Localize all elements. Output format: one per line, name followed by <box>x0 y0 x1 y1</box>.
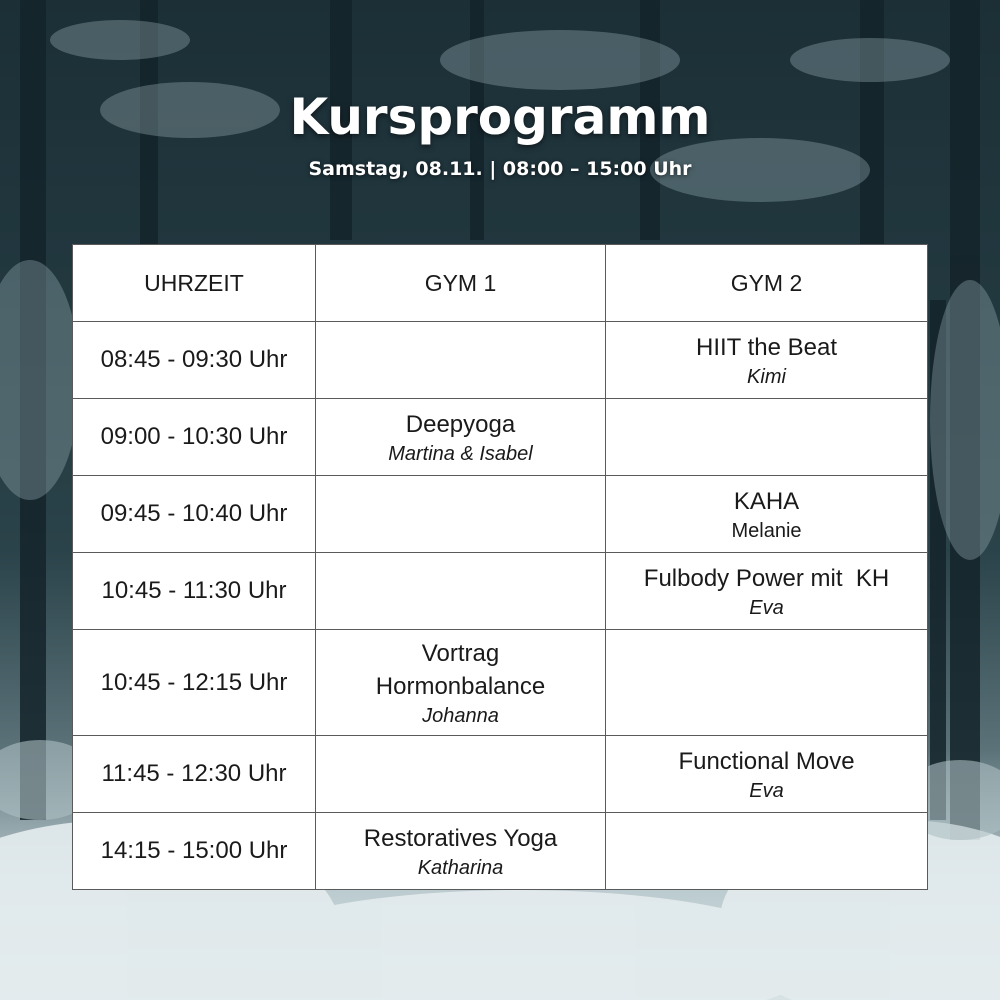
class-name: Vortrag Hormonbalance <box>375 639 546 700</box>
time-cell <box>73 399 316 476</box>
gym2-cell <box>606 813 928 890</box>
column-header-gym2: GYM 2 <box>606 245 928 322</box>
table-row <box>73 736 928 813</box>
trainer-name: Kimi <box>747 365 786 388</box>
trainer-name: Katharina <box>417 856 504 879</box>
table-row <box>73 553 928 630</box>
trainer-name: Eva <box>749 779 784 802</box>
gym1-cell <box>316 813 606 890</box>
time-label: 09:45 - 10:40 Uhr <box>100 500 288 527</box>
time-label: 09:00 - 10:30 Uhr <box>100 423 288 450</box>
gym2-cell <box>606 736 928 813</box>
time-cell <box>73 476 316 553</box>
time-cell <box>73 813 316 890</box>
time-cell <box>73 553 316 630</box>
table-row <box>73 399 928 476</box>
time-cell <box>73 736 316 813</box>
gym2-cell <box>606 399 928 476</box>
gym2-cell <box>606 476 928 553</box>
class-name: KAHA <box>733 487 800 515</box>
table-row <box>73 476 928 553</box>
table-row <box>73 630 928 736</box>
class-name: Fulbody Power mit KH <box>643 564 890 592</box>
table-row <box>73 813 928 890</box>
column-header-gym1: GYM 1 <box>316 245 606 322</box>
trainer-name: Melanie <box>731 519 802 542</box>
time-label: 10:45 - 11:30 Uhr <box>101 577 287 604</box>
trainer-name: Eva <box>749 596 784 619</box>
time-cell <box>73 630 316 736</box>
trainer-name: Johanna <box>422 704 499 727</box>
time-label: 08:45 - 09:30 Uhr <box>100 346 288 373</box>
class-name: Restoratives Yoga <box>363 824 558 852</box>
class-name: Functional Move <box>678 747 855 775</box>
class-name: HIIT the Beat <box>696 333 837 361</box>
gym1-cell <box>316 736 606 813</box>
gym2-cell <box>606 553 928 630</box>
gym1-cell <box>316 399 606 476</box>
class-name: Deepyoga <box>405 410 516 438</box>
gym2-cell <box>606 322 928 399</box>
gym1-cell <box>316 553 606 630</box>
gym2-cell <box>606 630 928 736</box>
page-subtitle: Samstag, 08.11. | 08:00 – 15:00 Uhr <box>308 158 692 180</box>
trainer-name: Martina & Isabel <box>388 442 533 465</box>
gym1-cell <box>316 476 606 553</box>
time-cell <box>73 322 316 399</box>
gym1-cell <box>316 322 606 399</box>
page-title: Kursprogramm <box>289 88 711 146</box>
time-label: 10:45 - 12:15 Uhr <box>100 668 288 696</box>
table-header-row <box>73 245 928 322</box>
schedule-table <box>72 244 928 890</box>
table-row <box>73 322 928 399</box>
gym1-cell <box>316 630 606 736</box>
column-header-time: UHRZEIT <box>73 245 316 322</box>
time-label: 14:15 - 15:00 Uhr <box>100 837 288 864</box>
time-label: 11:45 - 12:30 Uhr <box>101 760 287 787</box>
